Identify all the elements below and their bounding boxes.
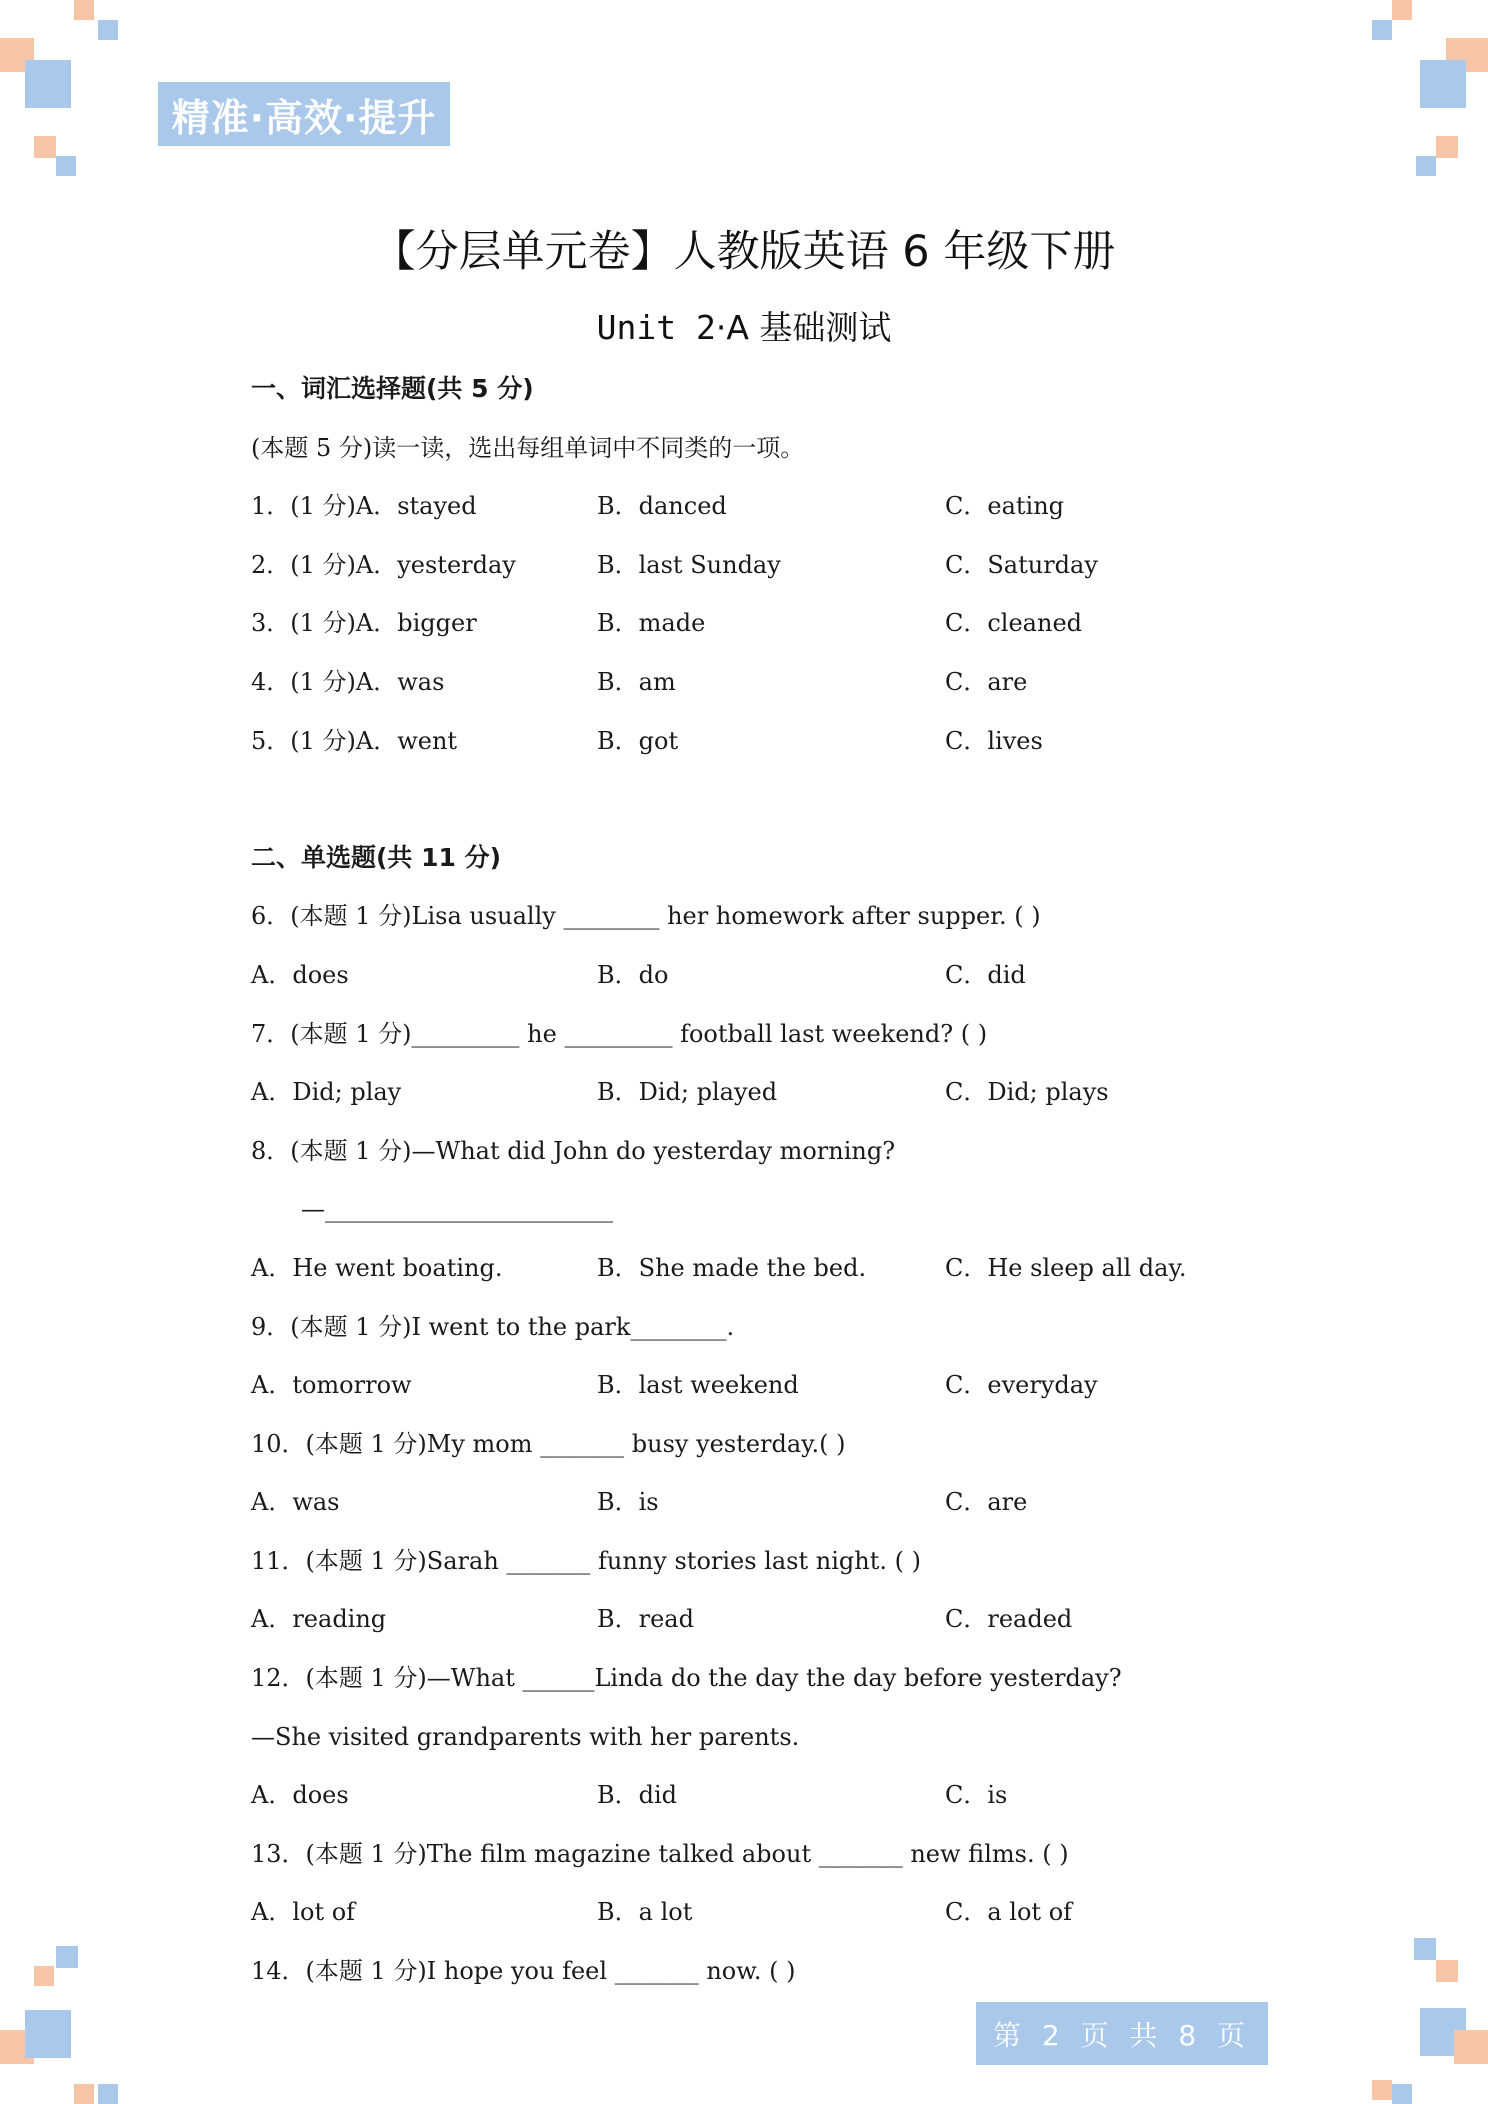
subtitle-rest: ·A 基础测试 [715,308,892,347]
corner-decoration [56,156,76,176]
option-a: A．does [251,960,349,989]
section1-heading: 一、词汇选择题(共 5 分) [251,374,534,403]
question-stem: 6．(本题 1 分)Lisa usually ________ her homework after supper. ( ) [251,902,1041,931]
question-row [251,712,1251,771]
corner-decoration [74,2084,94,2104]
page-subtitle [0,302,1488,349]
corner-decoration [1436,1960,1458,1982]
option-b: B．is [597,1488,659,1517]
corner-decoration [1414,1938,1436,1960]
question-stem: 4．(1 分)A．was [251,667,445,696]
options-row [251,1239,1251,1298]
brand-banner: 精准·高效·提升 [158,82,450,146]
corner-decoration [1372,2080,1392,2100]
option-c: C．eating [945,492,1065,521]
option-c: C．are [945,1488,1028,1517]
option-b: B．Did; played [597,1078,778,1107]
option-c: C．Saturday [945,550,1098,579]
options-row [251,1356,1251,1415]
corner-decoration [1392,2084,1412,2104]
option-c: C．is [945,1781,1008,1810]
option-b: B．danced [597,492,727,521]
question-row [251,536,1251,595]
option-a: A．was [251,1488,340,1517]
page-title: 【分层单元卷】人教版英语 6 年级下册 [372,227,1116,277]
question-row [251,653,1251,712]
answer-line: —________________________ [301,1195,613,1224]
option-c: C．He sleep all day. [945,1253,1187,1282]
question-stem: 9．(本题 1 分)I went to the park________. [251,1312,735,1341]
question-stem: 13．(本题 1 分)The film magazine talked about _______ new films. ( ) [251,1839,1069,1868]
question-stem: 10．(本题 1 分)My mom _______ busy yesterday.( ) [251,1429,846,1458]
option-b: B．am [597,667,676,696]
options-row [251,1883,1251,1942]
corner-decoration [56,1946,78,1968]
option-a: A．lot of [251,1898,356,1927]
option-c: C．cleaned [945,609,1083,638]
corner-decoration [1372,20,1392,40]
option-b: B．last Sunday [597,550,781,579]
corner-decoration [1416,156,1436,176]
corner-decoration [25,2010,71,2058]
question-stem: 3．(1 分)A．bigger [251,609,477,638]
corner-decoration [25,60,71,108]
question-reply: —She visited grandparents with her parents. [251,1722,800,1751]
question-stem: 7．(本题 1 分)_________ he _________ football last weekend? ( ) [251,1019,988,1048]
exam-content [251,360,1251,2001]
option-b: B．last weekend [597,1371,799,1400]
option-b: B．made [597,609,706,638]
option-b: B．She made the bed. [597,1253,867,1282]
page-number: 第 2 页 共 8 页 [976,2002,1268,2065]
question-stem: 12．(本题 1 分)—What ______Linda do the day the day before yesterday? [251,1664,1122,1693]
option-c: C．readed [945,1605,1073,1634]
corner-decoration [98,20,118,40]
option-c: C．Did; plays [945,1078,1109,1107]
option-c: C．a lot of [945,1898,1073,1927]
option-c: C．did [945,960,1026,989]
question-row [251,477,1251,536]
options-row [251,1766,1251,1825]
option-a: A．Did; play [251,1078,402,1107]
option-b: B．got [597,726,679,755]
option-a: A．tomorrow [251,1371,412,1400]
corner-decoration [34,1966,54,1986]
option-c: C．are [945,667,1028,696]
section2-heading: 二、单选题(共 11 分) [251,842,502,872]
corner-decoration [34,136,56,158]
option-a: A．does [251,1781,349,1810]
question-row [251,594,1251,653]
corner-decoration [1392,0,1412,20]
corner-decoration [1436,136,1458,158]
section1-instructions: (本题 5 分)读一读，选出每组单词中不同类的一项。 [251,433,805,462]
question-stem: 1．(1 分)A．stayed [251,492,477,521]
question-stem: 5．(1 分)A．went [251,726,458,755]
option-b: B．did [597,1781,678,1810]
corner-decoration [74,0,94,20]
option-b: B．a lot [597,1898,693,1927]
corner-decoration [1454,2030,1488,2064]
option-b: B．do [597,960,669,989]
option-a: A．reading [251,1605,387,1634]
question-stem: 2．(1 分)A．yesterday [251,550,516,579]
question-stem: 11．(本题 1 分)Sarah _______ funny stories last night. ( ) [251,1546,921,1575]
subtitle-unit: Unit 2 [596,308,716,347]
options-row [251,1473,1251,1532]
corner-decoration [98,2084,118,2104]
options-row [251,1063,1251,1122]
corner-decoration [1420,60,1466,108]
option-b: B．read [597,1605,694,1634]
question-stem: 8．(本题 1 分)—What did John do yesterday morning? [251,1136,896,1165]
question-stem: 14．(本题 1 分)I hope you feel _______ now. ( ) [251,1957,796,1986]
options-row [251,1590,1251,1649]
option-c: C．everyday [945,1371,1098,1400]
option-c: C．lives [945,726,1043,755]
options-row [251,946,1251,1005]
option-a: A．He went boating. [251,1253,503,1282]
section-gap [251,770,1251,829]
